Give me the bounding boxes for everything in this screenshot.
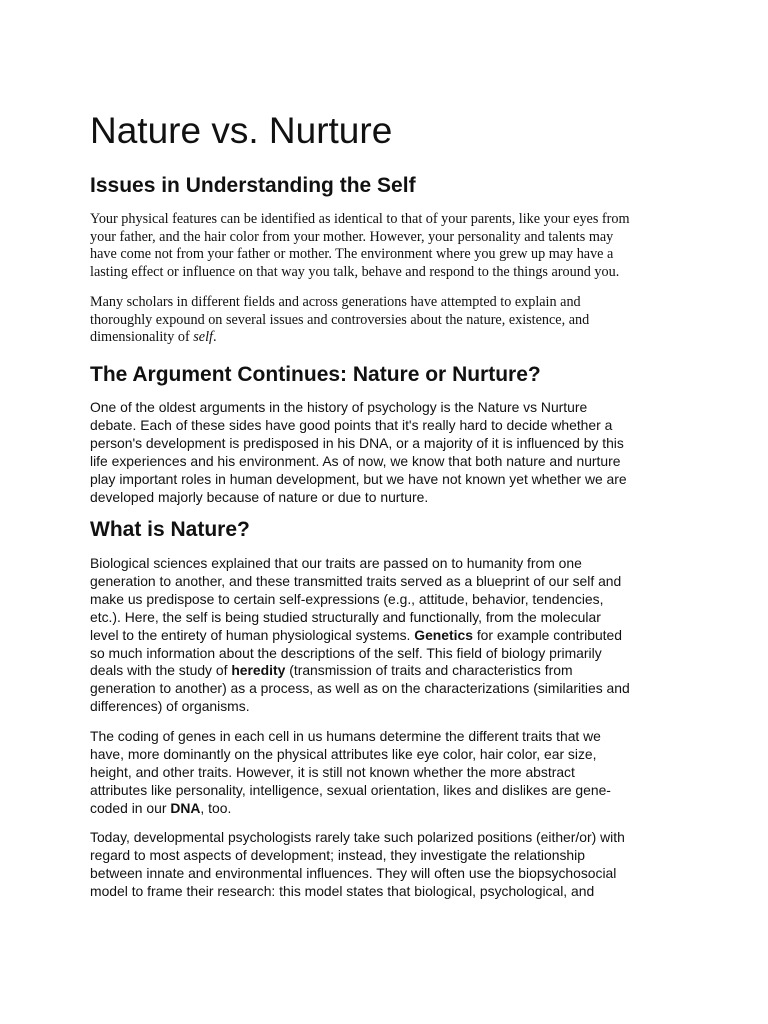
bold-dna: DNA	[170, 799, 201, 816]
text-line: Biological sciences explained that our traits are passed on to humanity from one	[90, 555, 582, 571]
text-fragment: coded in our	[90, 799, 171, 816]
text-line: Your physical features can be identified as identical to that of your parents, like your eyes from	[90, 211, 630, 227]
text-line: Many scholars in different fields and across generations have attempted to explain and	[90, 294, 581, 310]
text-fragment: .	[212, 329, 217, 346]
text-line: your father, and the hair color from your mother. However, your personality and talents may	[90, 228, 614, 245]
text-line: generation to another) as a process, as well as on the characterizations (similarities and	[90, 680, 630, 697]
text-line: etc.). Here, the self is being studied structurally and functionally, from the molecular	[90, 608, 601, 625]
italic-self: self	[193, 329, 213, 346]
page-title: Nature vs. Nurture	[90, 110, 393, 151]
text-line: make us predispose to certain self-expressions (e.g., attitude, behavior, tendencies,	[90, 590, 604, 607]
text-line: debate. Each of these sides have good points that it's really hard to decide whether a	[90, 416, 613, 433]
text-line	[90, 329, 680, 347]
text-line: thoroughly expound on several issues and controversies about the nature, existence, and	[90, 311, 590, 328]
paragraph-biological-sciences	[90, 555, 686, 716]
text-line: between innate and environmental influences. They will often use the biopsychosocial	[90, 864, 617, 881]
text-line: differences) of organisms.	[90, 698, 250, 715]
heading-argument: The Argument Continues: Nature or Nurture?	[90, 363, 541, 386]
text-line	[90, 662, 686, 680]
text-line: attributes like personality, intelligence, sexual orientation, likes and dislikes are gene-	[90, 781, 611, 798]
text-line: life experiences and his environment. As of now, we know that both nature and nurture	[90, 452, 621, 469]
paragraph-developmental-psychologists	[90, 829, 686, 901]
text-line: Today, developmental psychologists rarely take such polarized positions (either/or) with	[90, 829, 625, 845]
paragraph-scholars	[90, 294, 680, 347]
text-fragment: level to the entirety of human physiological systems.	[90, 626, 415, 643]
text-fragment: , too.	[200, 799, 232, 816]
text-line: person's development is predisposed in his DNA, or a majority of it is influenced by this	[90, 434, 624, 451]
text-line: The coding of genes in each cell in us humans determine the different traits that we	[90, 728, 601, 744]
text-line: generation to another, and these transmitted traits served as a blueprint of our self and	[90, 572, 622, 589]
text-line: play important roles in human development, but we have not known yet whether we are	[90, 470, 627, 487]
text-fragment: deals with the study of	[90, 662, 232, 679]
text-line: have, more dominantly on the physical attributes like eye color, hair color, ear size,	[90, 745, 597, 762]
text-line	[90, 627, 686, 645]
text-line: regard to most aspects of development; instead, they investigate the relationship	[90, 846, 585, 863]
text-fragment: (transmission of traits and characteristics from	[285, 662, 573, 679]
text-fragment: dimensionality of	[90, 329, 194, 346]
text-fragment: for example contributed	[472, 626, 622, 643]
paragraph-gene-coding	[90, 728, 686, 818]
heading-what-is-nature: What is Nature?	[90, 518, 250, 541]
text-line: model to frame their research: this model states that biological, psychological, and	[90, 882, 595, 899]
heading-issues-self: Issues in Understanding the Self	[90, 174, 416, 197]
paragraph-argument	[90, 399, 686, 506]
text-line: developed majorly because of nature or due to nurture.	[90, 488, 429, 505]
text-line: One of the oldest arguments in the history of psychology is the Nature vs Nurture	[90, 399, 588, 415]
text-line: lasting effect or influence on that way you talk, behave and respond to the things around you.	[90, 264, 620, 281]
text-line	[90, 800, 686, 818]
bold-genetics: Genetics	[414, 626, 473, 643]
text-line: so much information about the descriptions of the self. This field of biology primarily	[90, 644, 602, 661]
bold-heredity: heredity	[231, 662, 286, 679]
text-line: height, and other traits. However, it is still not known whether the more abstract	[90, 763, 575, 780]
text-line: have come not from your father or mother. The environment where you grew up may have a	[90, 246, 614, 263]
paragraph-physical-features	[90, 211, 680, 282]
